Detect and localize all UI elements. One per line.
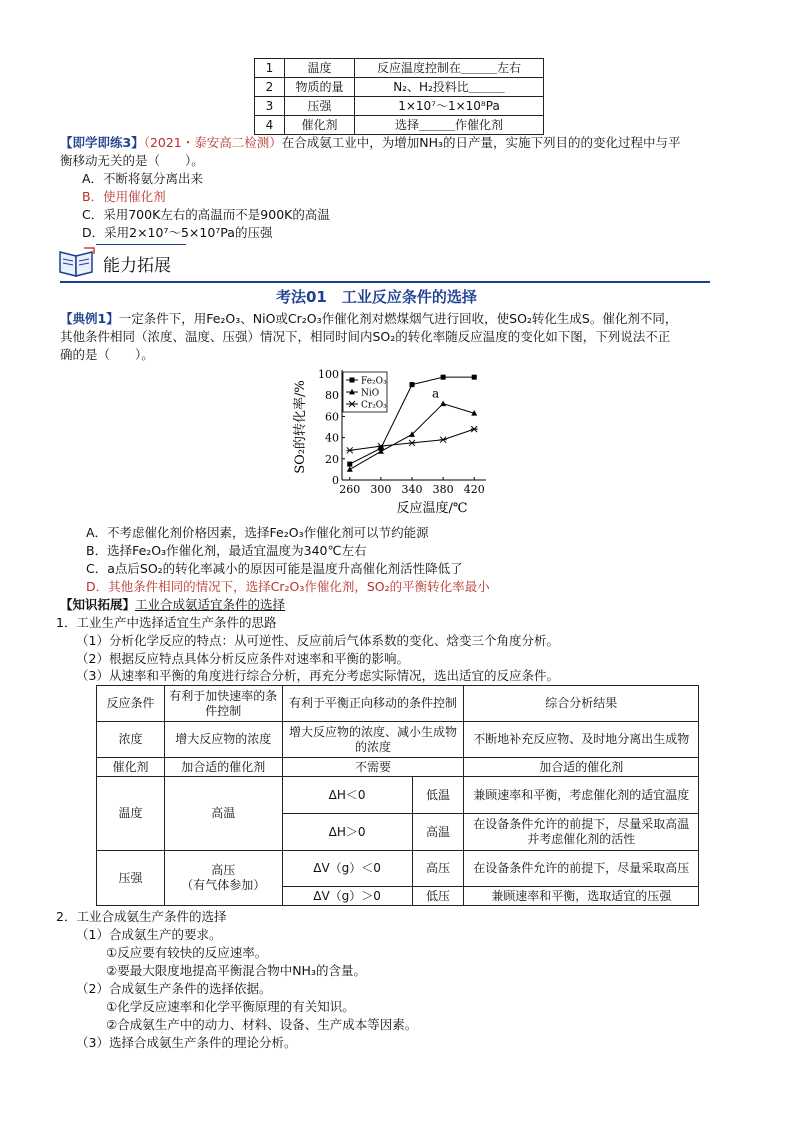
example-option-c: C．a点后SO₂的转化率减小的原因可能是温度升高催化剂活性降低了 bbox=[86, 561, 463, 576]
data-point bbox=[409, 440, 416, 446]
section-divider bbox=[60, 281, 710, 283]
example-option-b: B．选择Fe₂O₃作催化剂，最适宜温度为340℃左右 bbox=[86, 543, 367, 558]
data-point bbox=[440, 437, 447, 443]
y-tick-label: 80 bbox=[325, 389, 339, 403]
data-point bbox=[471, 426, 478, 432]
legend-label: Fe₂O₃ bbox=[361, 376, 387, 387]
practice-stem-line1: 【即学即练3】（2021・泰安高二检测）在合成氨工业中，为增加NH₃的日产量，实施下列目的的变化过程中与平 bbox=[60, 135, 681, 150]
x-tick-label: 420 bbox=[463, 483, 485, 496]
y-tick-label: 20 bbox=[325, 452, 339, 466]
knowledge-point-1-1: （1）分析化学反应的特点：从可逆性、反应前后气体系数的变化、焓变三个角度分析。 bbox=[76, 633, 559, 648]
x-tick-label: 260 bbox=[339, 483, 361, 496]
practice-option-b: B．使用催化剂 bbox=[82, 189, 166, 204]
section-subtitle: 考法01 工业反应条件的选择 bbox=[276, 288, 477, 306]
table-row: 浓度 增大反应物的浓度 增大反应物的浓度、减小生成物的浓度 不断地补充反应物、及时地分离出生成物 bbox=[97, 722, 699, 758]
data-point bbox=[347, 462, 352, 467]
knowledge-point-2-1a: ①反应要有较快的反应速率。 bbox=[106, 945, 268, 960]
table-row: 1 温度 反应温度控制在＿＿＿左右 bbox=[255, 59, 544, 78]
knowledge-point-2-3: （3）选择合成氨生产条件的理论分析。 bbox=[76, 1035, 297, 1050]
example-stem-line3: 确的是（ ）。 bbox=[60, 347, 154, 362]
practice-stem-line2: 衡移动无关的是（ ）。 bbox=[60, 153, 204, 168]
knowledge-point-2-2b: ②合成氨生产中的动力、材料、设备、生产成本等因素。 bbox=[106, 1017, 418, 1032]
x-axis-label: 反应温度/℃ bbox=[396, 501, 468, 516]
y-tick-label: 100 bbox=[318, 368, 339, 381]
legend-label: NiO bbox=[361, 388, 380, 399]
knowledge-point-2: 2．工业合成氨生产条件的选择 bbox=[56, 909, 227, 924]
table-row: ΔV（g）＞0 低压 兼顾速率和平衡，选取适宜的压强 bbox=[97, 887, 699, 906]
table-row: 催化剂 加合适的催化剂 不需要 加合适的催化剂 bbox=[97, 758, 699, 777]
y-tick-label: 40 bbox=[325, 431, 339, 445]
practice-option-c: C．采用700K左右的高温而不是900K的高温 bbox=[82, 207, 330, 222]
conditions-analysis-table bbox=[96, 685, 699, 906]
knowledge-point-2-1b: ②要最大限度地提高平衡混合物中NH₃的含量。 bbox=[106, 963, 366, 978]
example-stem-line2: 其他条件相同（浓度、温度、压强）情况下，相同时间内SO₂的转化率随反应温度的变化如下图，下列说法不正 bbox=[60, 329, 671, 344]
data-point bbox=[410, 382, 415, 387]
y-tick-label: 0 bbox=[332, 474, 339, 487]
knowledge-heading: 【知识拓展】工业合成氨适宜条件的选择 bbox=[60, 597, 286, 612]
knowledge-point-2-1: （1）合成氨生产的要求。 bbox=[76, 927, 222, 942]
table-row: 3 压强 1×10⁷～1×10⁸Pa bbox=[255, 97, 544, 116]
y-tick-label: 60 bbox=[325, 410, 339, 424]
table-row: 压强 高压 （有气体参加） ΔV（g）＜0 高压 在设备条件允许的前提下，尽量采取高压 bbox=[97, 851, 699, 887]
header-rule-top bbox=[96, 244, 186, 245]
table-row: 2 物质的量 N₂、H₂投料比＿＿＿ bbox=[255, 78, 544, 97]
x-tick-label: 300 bbox=[370, 483, 392, 496]
table-row: 温度 高温 ΔH＜0 低温 兼顾速率和平衡，考虑催化剂的适宜温度 bbox=[97, 777, 699, 814]
example-option-d: D．其他条件相同的情况下，选择Cr₂O₃作催化剂，SO₂的平衡转化率最小 bbox=[86, 579, 490, 594]
legend-label: Cr₂O₃ bbox=[361, 400, 387, 411]
knowledge-point-1-2: （2）根据反应特点具体分析反应条件对速率和平衡的影响。 bbox=[76, 651, 409, 666]
knowledge-point-1-3: （3）从速率和平衡的角度进行综合分析，再充分考虑实际情况，选出适宜的反应条件。 bbox=[76, 668, 559, 683]
example-option-a: A．不考虑催化剂价格因素，选择Fe₂O₃作催化剂可以节约能源 bbox=[86, 525, 429, 540]
table-row: 反应条件 有利于加快速率的条件控制 有利于平衡正向移动的条件控制 综合分析结果 bbox=[97, 686, 699, 722]
conversion-chart bbox=[290, 364, 500, 520]
data-point bbox=[350, 378, 355, 383]
y-axis-label: SO₂的转化率/% bbox=[293, 380, 308, 474]
x-tick-label: 380 bbox=[432, 483, 454, 496]
x-tick-label: 340 bbox=[401, 483, 423, 496]
book-icon bbox=[56, 244, 100, 280]
data-point bbox=[346, 447, 353, 453]
section-title: 能力拓展 bbox=[103, 256, 171, 276]
data-point bbox=[440, 400, 446, 406]
knowledge-point-2-2a: ①化学反应速率和化学平衡原理的有关知识。 bbox=[106, 999, 355, 1014]
data-point bbox=[347, 466, 353, 472]
point-annotation: a bbox=[431, 386, 440, 401]
table-row: ΔH＞0 高温 在设备条件允许的前提下，尽量采取高温并考虑催化剂的活性 bbox=[97, 814, 699, 851]
data-point bbox=[441, 375, 446, 380]
practice-option-d: D．采用2×10⁷～5×10⁷Pa的压强 bbox=[82, 225, 273, 240]
example-stem-line1: 【典例1】一定条件下，用Fe₂O₃、NiO或Cr₂O₃作催化剂对燃煤烟气进行回收，使SO₂转化生成S。催化剂不同， bbox=[60, 311, 678, 326]
conditions-table bbox=[254, 58, 544, 135]
practice-option-a: A．不断将氨分离出来 bbox=[82, 171, 204, 186]
knowledge-point-2-2: （2）合成氨生产条件的选择依据。 bbox=[76, 981, 272, 996]
knowledge-point-1: 1．工业生产中选择适宜生产条件的思路 bbox=[56, 615, 277, 630]
table-row: 4 催化剂 选择＿＿＿作催化剂 bbox=[255, 116, 544, 135]
data-point bbox=[472, 375, 477, 380]
